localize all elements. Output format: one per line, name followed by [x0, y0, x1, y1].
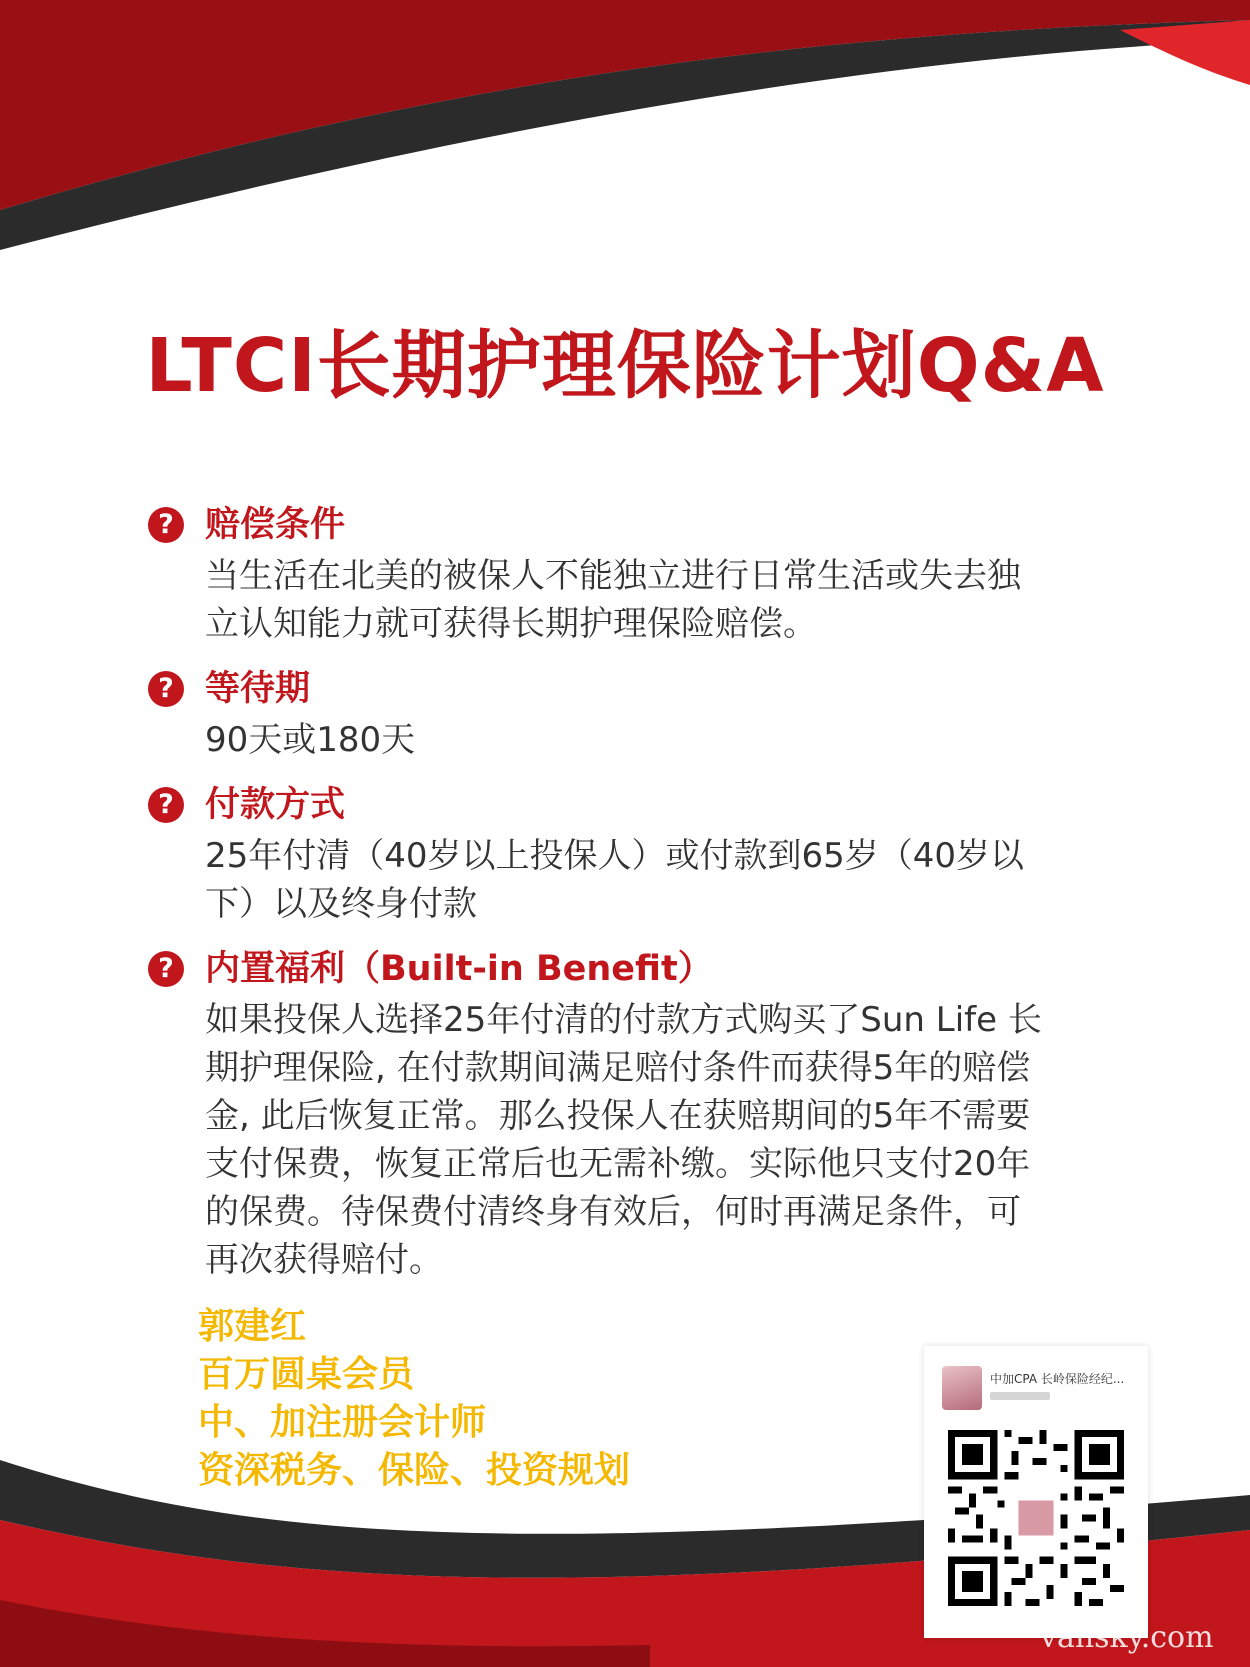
- qa-question: 赔偿条件: [205, 505, 346, 545]
- question-circle-icon: ?: [148, 951, 184, 987]
- contact-title: 资深税务、保险、投资规划: [198, 1450, 631, 1491]
- qa-question: 付款方式: [205, 785, 346, 825]
- contact-info: [198, 1303, 630, 1495]
- watermark: vansky.com: [1040, 1620, 1214, 1655]
- qr-card-subtitle: [990, 1392, 1050, 1400]
- qa-answer: 如果投保人选择25年付清的付款方式购买了Sun Life 长 期护理保险, 在付款期间满足赔付条件而获得5年的赔偿 金, 此后恢复正常。那么投保人在获赔期间的5年不需要 支付保费，恢复正常后也无需补缴。实际他只支付20年 的保费。待保费付清终身有效后，何时再满足条件，可 再次获得赔付。: [205, 1000, 1042, 1280]
- question-circle-icon: ?: [148, 787, 184, 823]
- question-circle-icon: ?: [148, 671, 184, 707]
- qa-question: 内置福利（Built-in Benefit）: [205, 949, 713, 989]
- qa-answer: 90天或180天: [205, 720, 416, 760]
- qa-answer: 当生活在北美的被保人不能独立进行日常生活或失去独 立认知能力就可获得长期护理保险赔偿。: [205, 556, 1021, 644]
- qa-answer: 25年付清（40岁以上投保人）或付款到65岁（40岁以 下）以及终身付款: [205, 836, 1025, 924]
- qa-item-payment-method: [148, 780, 1108, 928]
- qa-item-compensation: [148, 500, 1108, 648]
- avatar: [942, 1366, 982, 1410]
- wechat-qr-card: [924, 1346, 1148, 1638]
- qr-card-name: 中加CPA 长岭保险经纪...: [990, 1372, 1125, 1386]
- contact-title: 中、加注册会计师: [198, 1402, 487, 1443]
- contact-name: 郭建红: [198, 1306, 307, 1347]
- contact-title: 百万圆桌会员: [198, 1354, 415, 1395]
- qa-question: 等待期: [205, 669, 311, 709]
- qa-item-waiting-period: [148, 664, 1108, 764]
- question-circle-icon: ?: [148, 507, 184, 543]
- qa-item-built-in-benefit: [148, 944, 1108, 1284]
- qr-code-icon: [948, 1430, 1124, 1606]
- page-title: LTCI长期护理保险计划Q&A: [145, 323, 1105, 409]
